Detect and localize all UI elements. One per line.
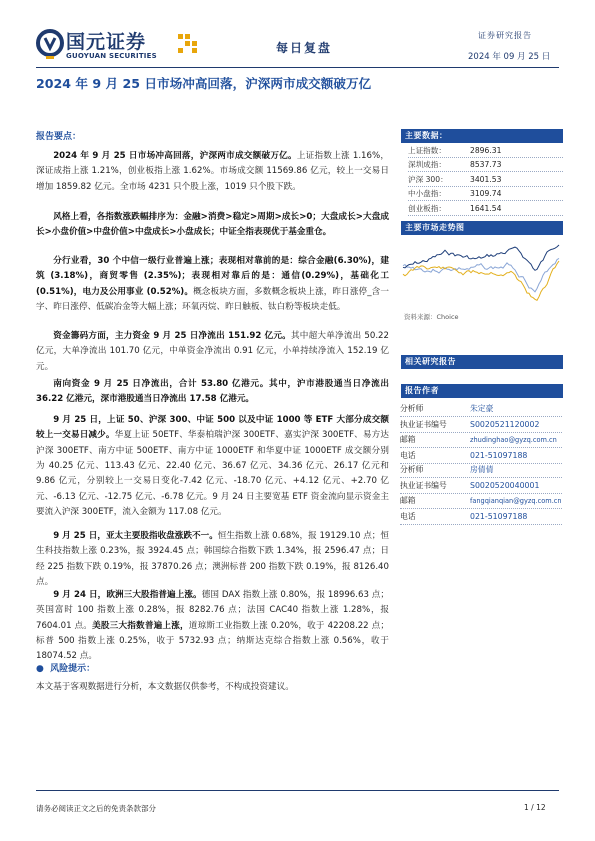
company-logo-name: 国元证券 (66, 31, 147, 53)
author-field-value: zhudinghao@gyzq.com.cn (470, 436, 557, 444)
index-name: 中小盘指： (408, 189, 446, 199)
report-type-label: 证券研究报告 (478, 31, 532, 40)
author-field-value: 朱定豪 (470, 404, 494, 413)
company-logo-english: GUOYUAN SECURITIES (66, 52, 157, 60)
index-name: 沪深 300： (408, 174, 448, 184)
index-value: 3109.74 (470, 189, 502, 199)
main-data-heading: 主要数据： (401, 129, 563, 143)
paragraph-southbound: 南向资金 9 月 25 日净流出，合计 53.80 亿港元。其中，沪市港股通当日净流出 36.22 亿港元，深市港股通当日净流出 17.58 亿港元。 (36, 379, 389, 405)
author-field-row (400, 478, 562, 494)
author-field-value: S0020520040001 (470, 480, 540, 490)
bullet-icon: ● (36, 664, 44, 674)
trend-chart (401, 236, 563, 306)
risk-text: 本文基于客观数据进行分析，本文数据仅供参考，不构成投资建议。 (36, 682, 294, 692)
index-value: 2896.31 (470, 146, 502, 155)
paragraph-industry: 分行业看，30 个中信一级行业普遍上涨；表现相对靠前的是：综合金融(6.30%)，建筑 (3.18%)，商贸零售 (2.35%)；表现相对靠后的是：通信(0.29%)，基础化工 (0.51%)，电力及公用事业 (0.52%)。概念板块方面，多数概念板块上涨，昨日涨停_含一字、昨日涨停、低碳冶金等大幅上涨；环氧丙烷、昨日触板、钛白粉等板块走低。 (36, 256, 389, 313)
author-field-label: 分析师 (400, 465, 424, 474)
paragraph-asia-pacific: 9 月 25 日，亚太主要股指收盘涨跌不一。恒生指数上涨 0.68%，报 19129.10 点；恒生科技指数上涨 0.23%，报 3924.45 点；韩国综合指数下跌 1.34%，报 2596.47 点；日经 225 指数下跌 0.19%，报 37870.26 点；澳洲标普 200 指数下跌 0.19%，报 8126.40 点。 (36, 531, 389, 588)
author-field-label: 执业证书编号 (400, 480, 447, 490)
row-divider (408, 215, 563, 216)
report-title: 2024 年 9 月 25 日市场冲高回落，沪深两市成交额破万亿 (36, 76, 372, 91)
author-field-label: 分析师 (400, 404, 424, 413)
main-data-row (408, 173, 563, 187)
daily-review-title: 每日复盘 (276, 41, 333, 55)
author-field-row (400, 401, 562, 417)
report-date: 2024 年 09 月 25 日 (468, 52, 551, 62)
index-name: 创业板指： (408, 203, 446, 213)
logo-mark-icon (176, 32, 198, 62)
paragraph-etf: 9 月 25 日，上证 50、沪深 300、中证 500 以及中证 1000 等 ETF 大部分成交额较上一交易日减少。华夏上证 50ETF、华泰柏瑞沪深 300ETF、嘉实沪深 300ETF、易方达沪深 300ETF、南方中证 500ETF、南方中证 1000ETF 和华夏中证 1000ETF 成交额分别为 40.25 亿元、113.43 亿元、22.40 亿元、36.67 亿元、34.36 亿元、26.17 亿元和 9.86 亿元，分别较上一交易日变化-7.42 亿元、-18.70 亿元、+4.12 亿元、+2.70 亿元、-6.13 亿元、-12.75 亿元、-6.78 亿元。9 月 24 日主要宽基 ETF 资金流向显示资金主要流入沪深 300ETF，流入金额为 117.08 亿元。 (36, 415, 389, 518)
main-data-row (408, 202, 563, 216)
footer-disclaimer: 请务必阅读正文之后的免责条款部分 (36, 804, 156, 813)
index-name: 深圳成指： (408, 160, 446, 170)
index-name: 上证指数： (408, 146, 446, 155)
row-divider (400, 524, 562, 525)
author-field-label: 电话 (400, 450, 416, 460)
chart-source: 资料来源：Choice (404, 313, 459, 321)
index-trend-line (403, 245, 559, 270)
page-number: 1 / 12 (524, 803, 546, 812)
footer-rule (36, 790, 559, 791)
main-data-row (408, 158, 563, 172)
author-field-label: 电话 (400, 511, 416, 521)
author-field-label: 执业证书编号 (400, 419, 447, 429)
paragraph-style: 风格上看，各指数涨跌幅排序为：金融>消费>稳定>周期>成长>0；大盘成长>大盘成长>小盘价值>中盘价值>中盘成长>小盘成长；中证全指表现优于基金重仓。 (36, 212, 389, 238)
author-field-row (400, 462, 562, 478)
author-field-row (400, 432, 562, 448)
author-field-label: 邮箱 (400, 435, 416, 444)
author-field-row (400, 493, 562, 509)
trend-chart-heading: 主要市场走势图 (401, 221, 563, 235)
author-field-value: 房倩倩 (470, 465, 494, 474)
author-field-value: fangqianqian@gyzq.com.cn (470, 497, 562, 505)
related-reports-heading: 相关研究报告 (401, 355, 563, 369)
main-data-row (408, 144, 563, 158)
index-trend-line (403, 258, 559, 291)
paragraph-europe-us: 9 月 24 日，欧洲三大股指普遍上涨。德国 DAX 指数上涨 0.80%，报 18996.63 点；英国富时 100 指数上涨 0.28%，报 8282.76 点；法国 CAC40 指数上涨 1.28%，报 7604.01 点。美股三大指数普遍上涨，道琼斯工业指数上涨 0.20%，收于 42208.22 点；标普 500 指数上涨 0.25%，收于 5732.93 点；纳斯达克综合指数上涨 0.56%，收于 18074.52 点。 (36, 590, 389, 662)
author-field-value: 021-51097188 (470, 511, 528, 521)
authors-heading: 报告作者 (401, 384, 563, 398)
author-field-row (400, 417, 562, 433)
author-field-value: S0020521120002 (470, 419, 540, 429)
risk-heading: ● 风险提示： (36, 664, 96, 674)
index-trend-line (403, 261, 559, 300)
index-value: 8537.73 (470, 160, 502, 170)
paragraph-capital-flow: 资金籌码方面，主力资金 9 月 25 日净流出 151.92 亿元。其中超大单净流出 50.22 亿元，大单净流出 101.70 亿元，中单资金净流出 0.91 亿元，小单持续净流入 152.19 亿元。 (36, 331, 389, 372)
summary-heading: 报告要点： (36, 132, 82, 142)
paragraph-market: 2024 年 9 月 25 日市场冲高回落，沪深两市成交额破万亿。上证指数上涨 1.16%，深证成指上涨 1.21%，创业板指上涨 1.62%。市场成交额 11569.86 亿元，较上一交易日增加 1859.82 亿元。全市场 4231 只个股上涨，1019 只个股下跌。 (36, 151, 389, 192)
author-field-label: 邮箱 (400, 496, 416, 505)
main-data-row (408, 187, 563, 201)
author-field-row (400, 509, 562, 525)
index-value: 3401.53 (470, 174, 502, 184)
guoyuan-logo-icon (36, 28, 64, 62)
author-field-value: 021-51097188 (470, 450, 528, 460)
header-rule (36, 67, 559, 68)
index-value: 1641.54 (470, 203, 502, 213)
